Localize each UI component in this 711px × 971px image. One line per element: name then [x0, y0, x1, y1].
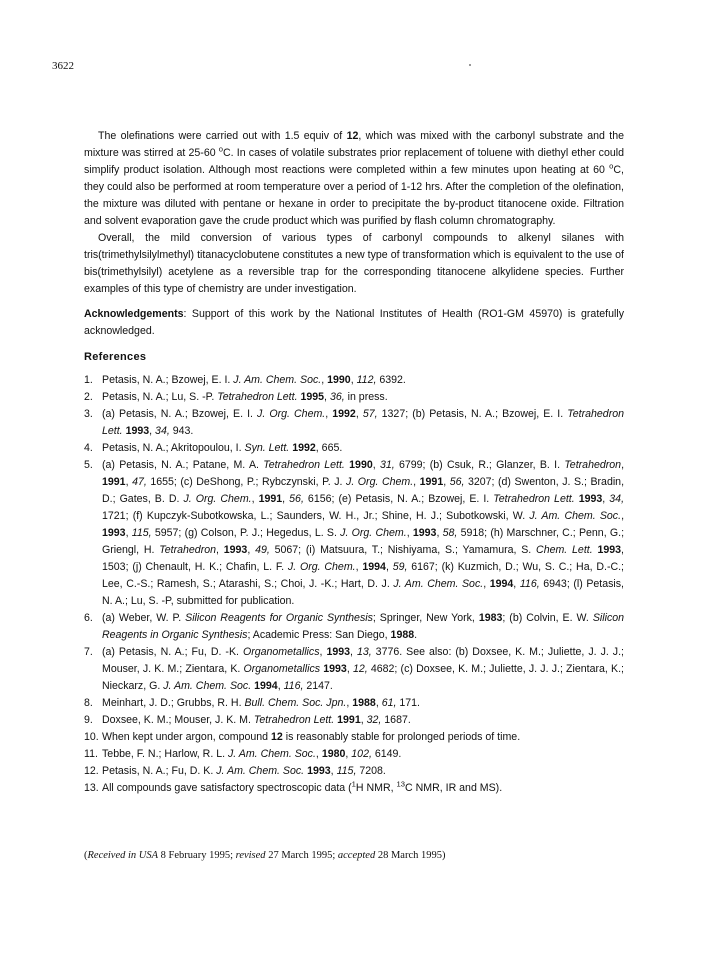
reference-number: 13.: [84, 782, 99, 794]
italic-text: J. Am. Chem. Soc.: [529, 510, 622, 522]
italic-text: 116,: [519, 578, 540, 590]
reference-text: Meinhart, J. D.; Grubbs, R. H. Bull. Chem. Soc. Jpn., 1988, 61, 171.: [102, 697, 420, 709]
reference-number: 11.: [84, 748, 98, 760]
italic-text: 34,: [155, 425, 170, 437]
italic-text: J. Org. Chem.: [183, 493, 252, 505]
italic-text: 13,: [356, 646, 372, 658]
bold-text: 1994: [254, 680, 278, 692]
bold-text: 12: [271, 731, 283, 743]
italic-text: 47,: [132, 476, 147, 488]
italic-text: Chem. Lett.: [536, 544, 593, 556]
italic-text: J. Org. Chem.: [257, 408, 326, 420]
italic-text: J. Am. Chem. Soc.: [393, 578, 484, 590]
reference-item: [84, 406, 624, 440]
bold-text: 1991: [258, 493, 283, 505]
italic-text: J. Am. Chem. Soc.: [163, 680, 252, 692]
reference-number: 3.: [84, 408, 93, 420]
reference-number: 10.: [84, 731, 99, 743]
italic-text: 61,: [381, 697, 397, 709]
reference-item: [84, 644, 624, 695]
italic-text: 102,: [351, 748, 372, 760]
italic-text: Received in USA: [87, 850, 159, 861]
references-list: [84, 372, 624, 797]
italic-text: 12,: [352, 663, 368, 675]
reference-item: [84, 780, 624, 797]
italic-text: 49,: [255, 544, 270, 556]
bold-text: 12: [346, 130, 359, 142]
body-paragraph-summary: Overall, the mild conversion of various types of carbonyl compounds to alkenyl silanes with tris(trimethylsilylmethyl) titanacyclobutene constitutes a new type of transformation which is equivalent to the use of bis(trimethylsilyl) acetylene as a reversible trap for the corresponding titanocene alkylidene species. Further examples of this type of chemistry are under investigation.: [84, 232, 624, 295]
italic-text: 57,: [362, 408, 378, 420]
reference-item: [84, 457, 624, 610]
reference-text: Petasis, N. A.; Akritopoulou, I. Syn. Lett. 1992, 665.: [102, 442, 343, 454]
reference-text: Petasis, N. A.; Fu, D. K. J. Am. Chem. Soc. 1993, 115, 7208.: [102, 765, 386, 777]
italic-text: 115,: [131, 527, 152, 539]
acknowledgements: [84, 306, 624, 340]
bold-text: 1993: [578, 493, 603, 505]
superscript-text: o: [218, 144, 224, 154]
reference-item: [84, 763, 624, 780]
italic-text: Organometallics: [243, 663, 321, 675]
bold-text: 1990: [327, 374, 351, 386]
bold-text: 1993: [307, 765, 331, 777]
page-number: 3622: [52, 60, 74, 72]
reference-item: [84, 695, 624, 712]
italic-text: 112,: [356, 374, 377, 386]
reference-text: Petasis, N. A.; Bzowej, E. I. J. Am. Chem. Soc., 1990, 112, 6392.: [102, 374, 406, 386]
reference-number: 4.: [84, 442, 93, 454]
reference-item: [84, 729, 624, 746]
bold-text: 1980: [321, 748, 346, 760]
italic-text: Organometallics: [242, 646, 320, 658]
reference-item: [84, 389, 624, 406]
italic-text: Syn. Lett.: [244, 442, 290, 454]
reference-text: All compounds gave satisfactory spectroscopic data ($^1$H NMR, $^{13}$C NMR, IR and MS).: [102, 779, 503, 794]
italic-text: Tetrahedron: [564, 459, 622, 471]
italic-text: Tetrahedron Lett.: [493, 493, 575, 505]
bold-text: 1991: [102, 476, 126, 488]
italic-text: Tetrahedron Lett.: [253, 714, 335, 726]
bold-text: 1993: [412, 527, 437, 539]
acknowledgements-label: Acknowledgements: [84, 308, 184, 320]
scan-speck: [469, 64, 471, 66]
italic-text: 59,: [392, 561, 408, 573]
italic-text: 36,: [329, 391, 345, 403]
italic-text: Tetrahedron Lett.: [263, 459, 345, 471]
italic-text: 56,: [449, 476, 465, 488]
reference-number: 8.: [84, 697, 93, 709]
references-heading: References: [84, 351, 147, 363]
bold-text: 1992: [292, 442, 316, 454]
reference-number: 9.: [84, 714, 93, 726]
superscript-text: 13: [396, 779, 406, 789]
italic-text: accepted: [337, 850, 376, 861]
superscript-text: o: [609, 161, 614, 171]
bold-text: 1994: [489, 578, 514, 590]
bold-text: 1993: [323, 663, 347, 675]
italic-text: J. Am. Chem. Soc.: [233, 374, 322, 386]
body-paragraph-olefination: The olefinations were carried out with 1.5 equiv of 12, which was mixed with the carbonyl substrate and the mixture was stirred at 25-60 $^o$C. In cases of volatile substrates prior replacement of toluene with diethyl ether could simplify product isolation. Although most reactions were completed within a few minutes upon heating at 60 $^o$C, they could also be performed at room temperature over a period of 1-12 hrs. After the completion of the olefination, the mixture was diluted with pentane or hexane in order to precipitate the by-product titanocene oxide. Filtration and solvent evaporation gave the crude product which was purified by flash column chromatography.: [84, 130, 625, 227]
acknowledgements-text: : Support of this work by the National Institutes of Health (RO1-GM 45970) is gratefully acknowledged.: [84, 308, 624, 337]
italic-text: J. Am. Chem. Soc.: [216, 765, 305, 777]
bold-text: 1988: [390, 629, 415, 641]
reference-text: Tebbe, F. N.; Harlow, R. L. J. Am. Chem. Soc., 1980, 102, 6149.: [102, 748, 402, 760]
bold-text: 1991: [419, 476, 444, 488]
reference-item: [84, 712, 624, 729]
italic-text: 31,: [379, 459, 395, 471]
italic-text: 56,: [289, 493, 304, 505]
reference-number: 6.: [84, 612, 93, 624]
italic-text: Bull. Chem. Soc. Jpn.: [244, 697, 347, 709]
bold-text: 1993: [326, 646, 351, 658]
italic-text: 116,: [283, 680, 304, 692]
reference-item: [84, 610, 624, 644]
reference-number: 7.: [84, 646, 93, 658]
italic-text: Tetrahedron: [159, 544, 217, 556]
bold-text: 1990: [349, 459, 373, 471]
reference-item: [84, 746, 624, 763]
italic-text: 115,: [336, 765, 357, 777]
italic-text: 32,: [366, 714, 382, 726]
italic-text: Tetrahedron Lett.: [102, 408, 625, 437]
bold-text: 1993: [597, 544, 622, 556]
reference-number: 12.: [84, 765, 99, 777]
italic-text: J. Org. Chem.: [340, 527, 407, 539]
italic-text: Tetrahedron Lett.: [217, 391, 298, 403]
italic-text: Silicon Reagents for Organic Synthesis: [185, 612, 373, 624]
italic-text: 34,: [609, 493, 625, 505]
reference-text: When kept under argon, compound 12 is reasonably stable for prolonged periods of time.: [102, 731, 521, 743]
reference-text: (a) Petasis, N. A.; Patane, M. A. Tetrahedron Lett. 1990, 31, 6799; (b) Csuk, R.; Glanzer, B. I. Tetrahedron, 1991, 47, 1655; (c) DeShong, P.; Rybczynski, P. J. J. Org. Chem., 1991, 56, 3207; (d) Swenton, J. S.; Bradin, D.; Gates, B. D. J. Org. Chem., 1991, 56, 6156; (e) Petasis, N. A.; Bzowej, E. I. Tetrahedron Lett. 1993, 34, 1721; (f) Kupczyk-Subotkowska, L.; Saunders, W. H., Jr.; Shine, H. J.; Subotkowski, W. J. Am. Chem. Soc., 1993, 115, 5957; (g) Colson, P. J.; Hegedus, L. S. J. Org. Chem., 1993, 58, 5918; (h) Marschner, C.; Penn, G.; Griengl, H. Tetrahedron, 1993, 49, 5067; (i) Matsuura, T.; Nishiyama, S.; Yamamura, S. Chem. Lett. 1993, 1503; (j) Chenault, H. K.; Chafin, L. F. J. Org. Chem., 1994, 59, 6167; (k) Kuzmich, D.; Wu, S. C.; Ha, D.-C.; Lee, C.-S.; Ramesh, S.; Atarashi, S.; Choi, J. -K.; Hart, D. J. J. Am. Chem. Soc., 1994, 116, 6943; (l) Petasis, N. A.; Lu, S. -P, submitted for publication.: [102, 459, 625, 607]
italic-text: J. Org. Chem.: [287, 561, 356, 573]
italic-text: J. Org. Chem.: [346, 476, 414, 488]
bold-text: 1983: [478, 612, 503, 624]
bold-text: 1988: [352, 697, 376, 709]
article-body: [84, 128, 624, 797]
bold-text: 1995: [300, 391, 325, 403]
bold-text: 1992: [332, 408, 356, 420]
reference-item: [84, 372, 624, 389]
reference-text: (a) Weber, W. P. Silicon Reagents for Organic Synthesis; Springer, New York, 1983; (b) Colvin, E. W. Silicon Reagents in Organic Synthesis; Academic Press: San Diego, 1988.: [102, 612, 625, 641]
reference-number: 5.: [84, 459, 93, 471]
bold-text: 1993: [102, 527, 126, 539]
bold-text: 1994: [362, 561, 386, 573]
bold-text: 1993: [223, 544, 248, 556]
received-note: (Received in USA 8 February 1995; revised 27 March 1995; accepted 28 March 1995): [84, 850, 446, 861]
reference-number: 1.: [84, 374, 93, 386]
italic-text: 58,: [442, 527, 458, 539]
superscript-text: 1: [351, 779, 356, 789]
bold-text: 1991: [337, 714, 361, 726]
italic-text: J. Am. Chem. Soc.: [228, 748, 316, 760]
reference-number: 2.: [84, 391, 93, 403]
reference-text: Doxsee, K. M.; Mouser, J. K. M. Tetrahedron Lett. 1991, 32, 1687.: [102, 714, 411, 726]
italic-text: Silicon Reagents in Organic Synthesis: [102, 612, 625, 641]
bold-text: 1993: [125, 425, 150, 437]
reference-text: Petasis, N. A.; Lu, S. -P. Tetrahedron Lett. 1995, 36, in press.: [102, 391, 388, 403]
reference-item: [84, 440, 624, 457]
italic-text: revised: [235, 850, 266, 861]
reference-text: (a) Petasis, N. A.; Bzowej, E. I. J. Org. Chem., 1992, 57, 1327; (b) Petasis, N. A.; Bzowej, E. I. Tetrahedron Lett. 1993, 34, 943.: [102, 408, 625, 437]
reference-text: (a) Petasis, N. A.; Fu, D. -K. Organometallics, 1993, 13, 3776. See also: (b) Doxsee, K. M.; Juliette, J. J. J.; Mouser, J. K. M.; Zientara, K. Organometallics 1993, 12, 4682; (c) Doxsee, K. M.; Juliette, J. J. J.; Zientara, K.; Nieckarz, G. J. Am. Chem. Soc. 1994, 116, 2147.: [102, 646, 624, 692]
